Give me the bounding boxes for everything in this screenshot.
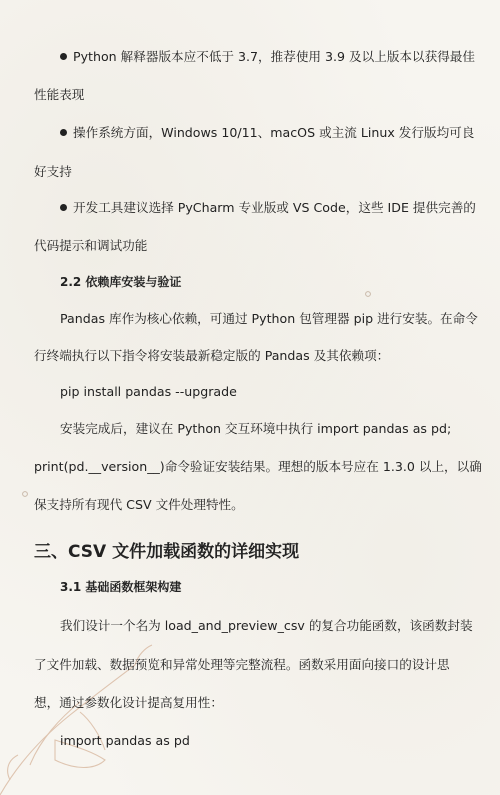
section-heading: 2.2 依赖库安装与验证 xyxy=(60,275,182,289)
paragraph-line: 安装完成后，建议在 Python 交互环境中执行 import pandas as pd; xyxy=(60,421,452,436)
paragraph-line: 我们设计一个名为 load_and_preview_csv 的复合功能函数，该函数封装 xyxy=(60,618,473,633)
bullet-item-continuation: 好支持 xyxy=(34,164,72,179)
paragraph-line: 行终端执行以下指令将安装最新稳定版的 Pandas 及其依赖项： xyxy=(34,348,390,363)
section-heading: 3.1 基础函数框架构建 xyxy=(60,580,182,594)
paragraph-line: 想，通过参数化设计提高复用性： xyxy=(34,695,223,710)
bullet-item-continuation: 性能表现 xyxy=(34,87,85,102)
bullet-item-continuation: 代码提示和调试功能 xyxy=(34,238,148,253)
paragraph-line: 保支持所有现代 CSV 文件处理特性。 xyxy=(34,497,244,512)
bullet-icon xyxy=(60,53,67,60)
code-line: import pandas as pd xyxy=(60,733,190,748)
bullet-item: 开发工具建议选择 PyCharm 专业版或 VS Code，这些 IDE 提供完善的 xyxy=(60,199,480,217)
bullet-item: Python 解释器版本应不低于 3.7，推荐使用 3.9 及以上版本以获得最佳 xyxy=(60,48,480,66)
chapter-heading: 三、CSV 文件加载函数的详细实现 xyxy=(34,542,300,562)
paragraph-line: 了文件加载、数据预览和异常处理等完整流程。函数采用面向接口的设计思 xyxy=(34,657,450,672)
bullet-icon xyxy=(60,204,67,211)
code-line: pip install pandas --upgrade xyxy=(60,384,237,399)
paragraph-line: Pandas 库作为核心依赖，可通过 Python 包管理器 pip 进行安装。在命令 xyxy=(60,311,478,326)
bullet-item: 操作系统方面，Windows 10/11、macOS 或主流 Linux 发行版均可良 xyxy=(60,124,480,142)
paragraph-line: print(pd.__version__)命令验证安装结果。理想的版本号应在 1.3.0 以上，以确 xyxy=(34,459,482,474)
bullet-icon xyxy=(60,129,67,136)
